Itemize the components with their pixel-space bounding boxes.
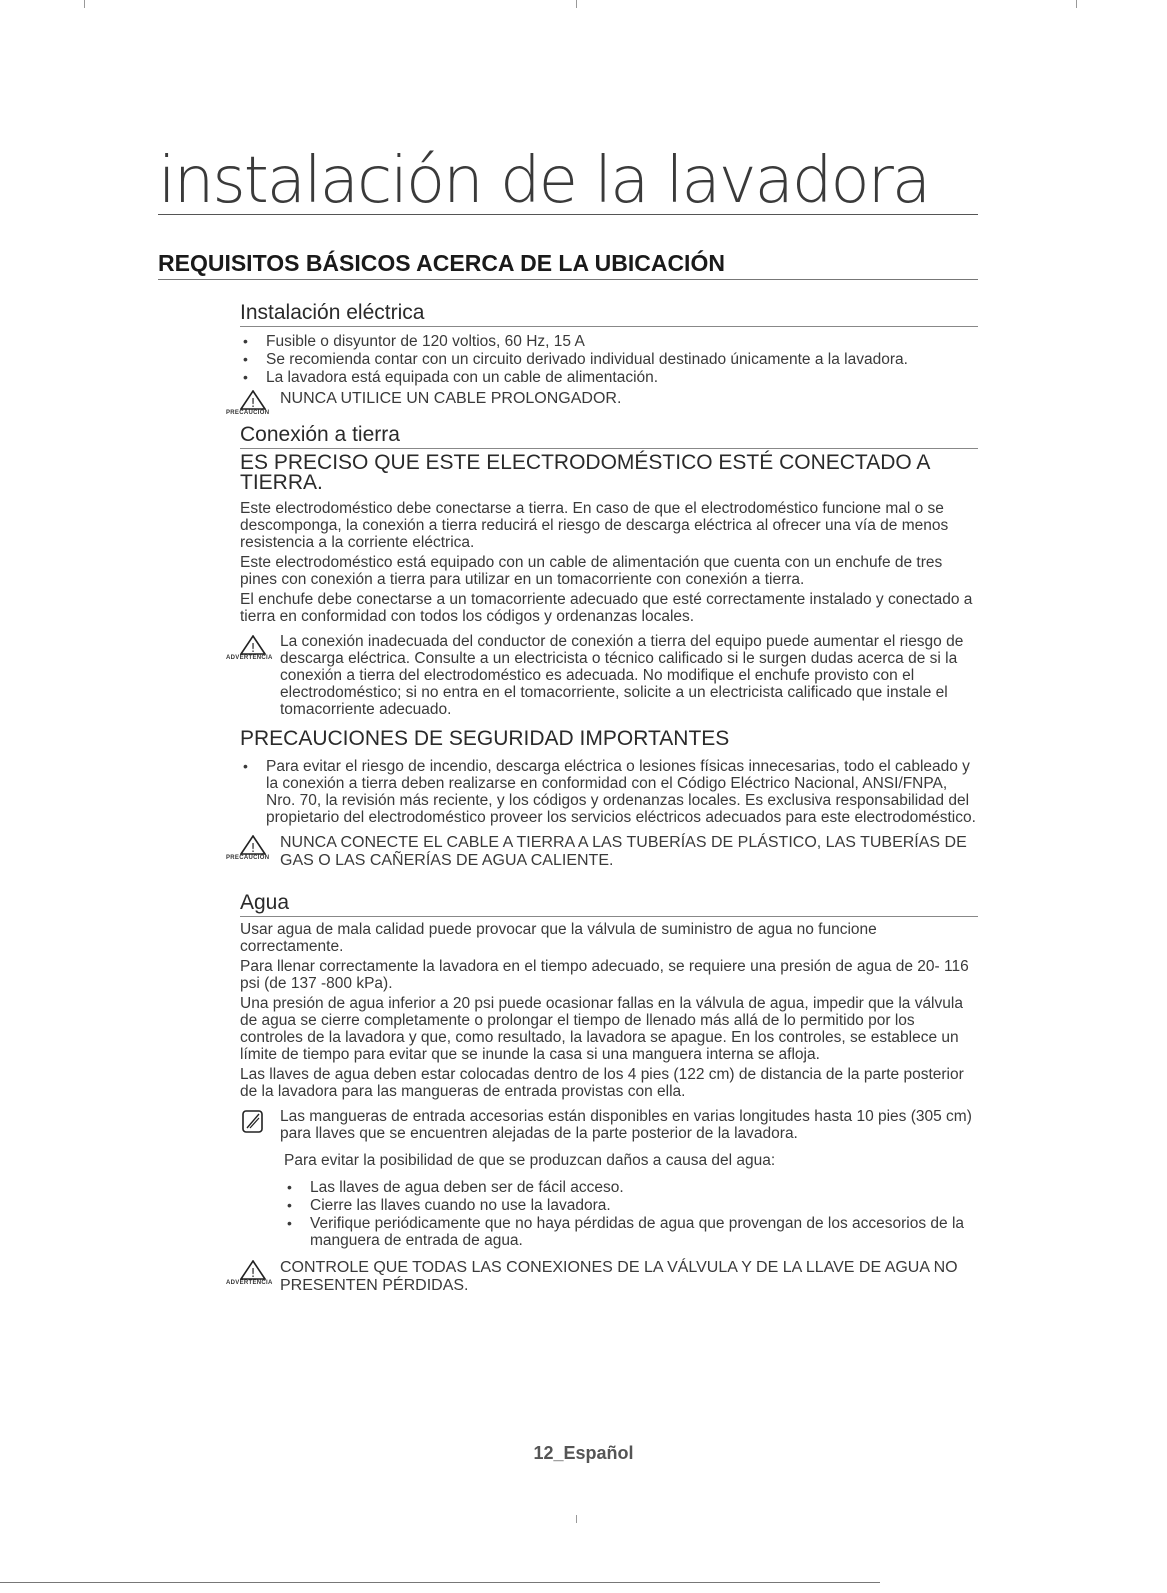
- crop-mark: [576, 0, 577, 8]
- note-icon: [226, 1109, 280, 1135]
- list-item: • Se recomienda contar con un circuito derivado individual destinado únicamente a la lavadora.: [240, 351, 978, 368]
- water-paragraph: Las llaves de agua deben estar colocadas dentro de los 4 pies (122 cm) de distancia de la parte posterior de la lavadora para las mangueras de entrada provistas con ella.: [240, 1066, 964, 1100]
- caution-icon: [226, 835, 280, 862]
- warning-icon: [226, 1260, 280, 1287]
- electrical-caution: [226, 390, 978, 420]
- warning-text: La conexión inadecuada del conductor de conexión a tierra del equipo puede aumentar el riesgo de descarga eléctrica. Consulte a un electricista o técnico calificado si le surgen dudas acerca de si la conexión a tierra del electrodoméstico es adecuada. No modifique el enchufe provisto con el electrodoméstico; si no entra en el tomacorriente, solicite a un electricista calificado que instale el tomacorriente adecuado.: [280, 633, 964, 718]
- water-paragraph: Usar agua de mala calidad puede provocar que la válvula de suministro de agua no funcione correctamente.: [240, 921, 877, 955]
- ground-heading: Conexión a tierra: [240, 422, 978, 449]
- ground-paragraph: Este electrodoméstico debe conectarse a tierra. En caso de que el electrodoméstico funcione mal o se descomponga, la conexión a tierra reducirá el riesgo de descarga eléctrica al ofrecer una vía de menos resistencia a la corriente eléctrica.: [240, 500, 949, 551]
- list-item: • Las llaves de agua deben ser de fácil acceso.: [284, 1179, 978, 1196]
- water-note: [240, 1108, 978, 1142]
- safety-list: [240, 758, 978, 826]
- ground-paragraph: El enchufe debe conectarse a un tomacorriente adecuado que esté correctamente instalado y conectado a tierra en conformidad con todos los códigos y ordenanzas locales.: [240, 591, 973, 625]
- electrical-list: [240, 333, 978, 386]
- warning-text: CONTROLE QUE TODAS LAS CONEXIONES DE LA VÁLVULA Y DE LA LLAVE DE AGUA NO PRESENTEN PÉRDIDAS.: [280, 1259, 958, 1294]
- water-heading: Agua: [240, 890, 978, 917]
- warning-label: ADVERTENCIA: [226, 1280, 273, 1286]
- caution-label: PRECAUCIÓN: [226, 855, 270, 861]
- prevent-intro: Para evitar la posibilidad de que se produzcan daños a causa del agua:: [284, 1152, 776, 1169]
- safety-caution: [226, 834, 978, 870]
- list-item: • Verifique periódicamente que no haya pérdidas de agua que provengan de los accesorios de la manguera de entrada de agua.: [284, 1215, 978, 1249]
- caution-icon: [226, 390, 280, 417]
- list-item: • Cierre las llaves cuando no use la lavadora.: [284, 1197, 978, 1214]
- section-heading: REQUISITOS BÁSICOS ACERCA DE LA UBICACIÓN: [158, 249, 978, 280]
- page-title: instalación de la lavadora: [158, 148, 978, 215]
- safety-heading: PRECAUCIONES DE SEGURIDAD IMPORTANTES: [240, 727, 730, 750]
- water-paragraph: Una presión de agua inferior a 20 psi puede ocasionar fallas en la válvula de agua, impedir que la válvula de agua se cierre completamente o prolongar el tiempo de llenado más allá de lo permitido por los controles de la lavadora y que, como resultado, la lavadora se apague. En los controles, se establece un límite de tiempo para evitar que se inunde la casa si una manguera interna se afloja.: [240, 995, 963, 1063]
- electrical-heading: Instalación eléctrica: [240, 300, 978, 327]
- svg-text:!: !: [250, 396, 256, 410]
- caution-text: NUNCA CONECTE EL CABLE A TIERRA A LAS TUBERÍAS DE PLÁSTICO, LAS TUBERÍAS DE GAS O LAS CAÑERÍAS DE AGUA CALIENTE.: [280, 834, 967, 869]
- crop-mark: [1076, 0, 1077, 8]
- ground-warning: [226, 633, 978, 718]
- list-item: • Para evitar el riesgo de incendio, descarga eléctrica o lesiones físicas innecesarias, todo el cableado y la conexión a tierra deben realizarse en conformidad con el Código Eléctrico Nacional, ANSI/FNPA, Nro. 70, la revisión más reciente, y los códigos y ordenanzas locales. Es exclusiva responsabilidad del propietario del electrodoméstico proveer los servicios eléctricos adecuados para este electrodoméstico.: [240, 758, 978, 826]
- content-column: [226, 300, 978, 1295]
- prevent-list: [240, 1179, 978, 1249]
- ground-subheading: ES PRECISO QUE ESTE ELECTRODOMÉSTICO ESTÉ CONECTADO A TIERRA.: [240, 451, 930, 494]
- bottom-rule: [0, 1582, 880, 1583]
- crop-mark: [84, 0, 85, 8]
- crop-mark: [576, 1515, 577, 1523]
- list-item: • Fusible o disyuntor de 120 voltios, 60 Hz, 15 A: [240, 333, 978, 350]
- svg-text:!: !: [250, 641, 256, 655]
- svg-text:!: !: [250, 841, 256, 855]
- list-item: • La lavadora está equipada con un cable de alimentación.: [240, 369, 978, 386]
- warning-label: ADVERTENCIA: [226, 655, 273, 661]
- warning-icon: [226, 635, 280, 662]
- note-text: Las mangueras de entrada accesorias están disponibles en varias longitudes hasta 10 pies (305 cm) para llaves que se encuentren alejadas de la parte posterior de la lavadora.: [280, 1108, 972, 1142]
- caution-text: NUNCA UTILICE UN CABLE PROLONGADOR.: [280, 390, 622, 407]
- page-number: 12_Español: [533, 1443, 634, 1463]
- ground-paragraph: Este electrodoméstico está equipado con un cable de alimentación que cuenta con un enchufe de tres pines con conexión a tierra para utilizar en un tomacorriente con conexión a tierra.: [240, 554, 943, 588]
- caution-label: PRECAUCIÓN: [226, 410, 270, 416]
- water-paragraph: Para llenar correctamente la lavadora en el tiempo adecuado, se requiere una presión de agua de 20- 116 psi (de 137 -800 kPa).: [240, 958, 969, 992]
- svg-text:!: !: [250, 1266, 256, 1280]
- water-warning: [226, 1259, 978, 1295]
